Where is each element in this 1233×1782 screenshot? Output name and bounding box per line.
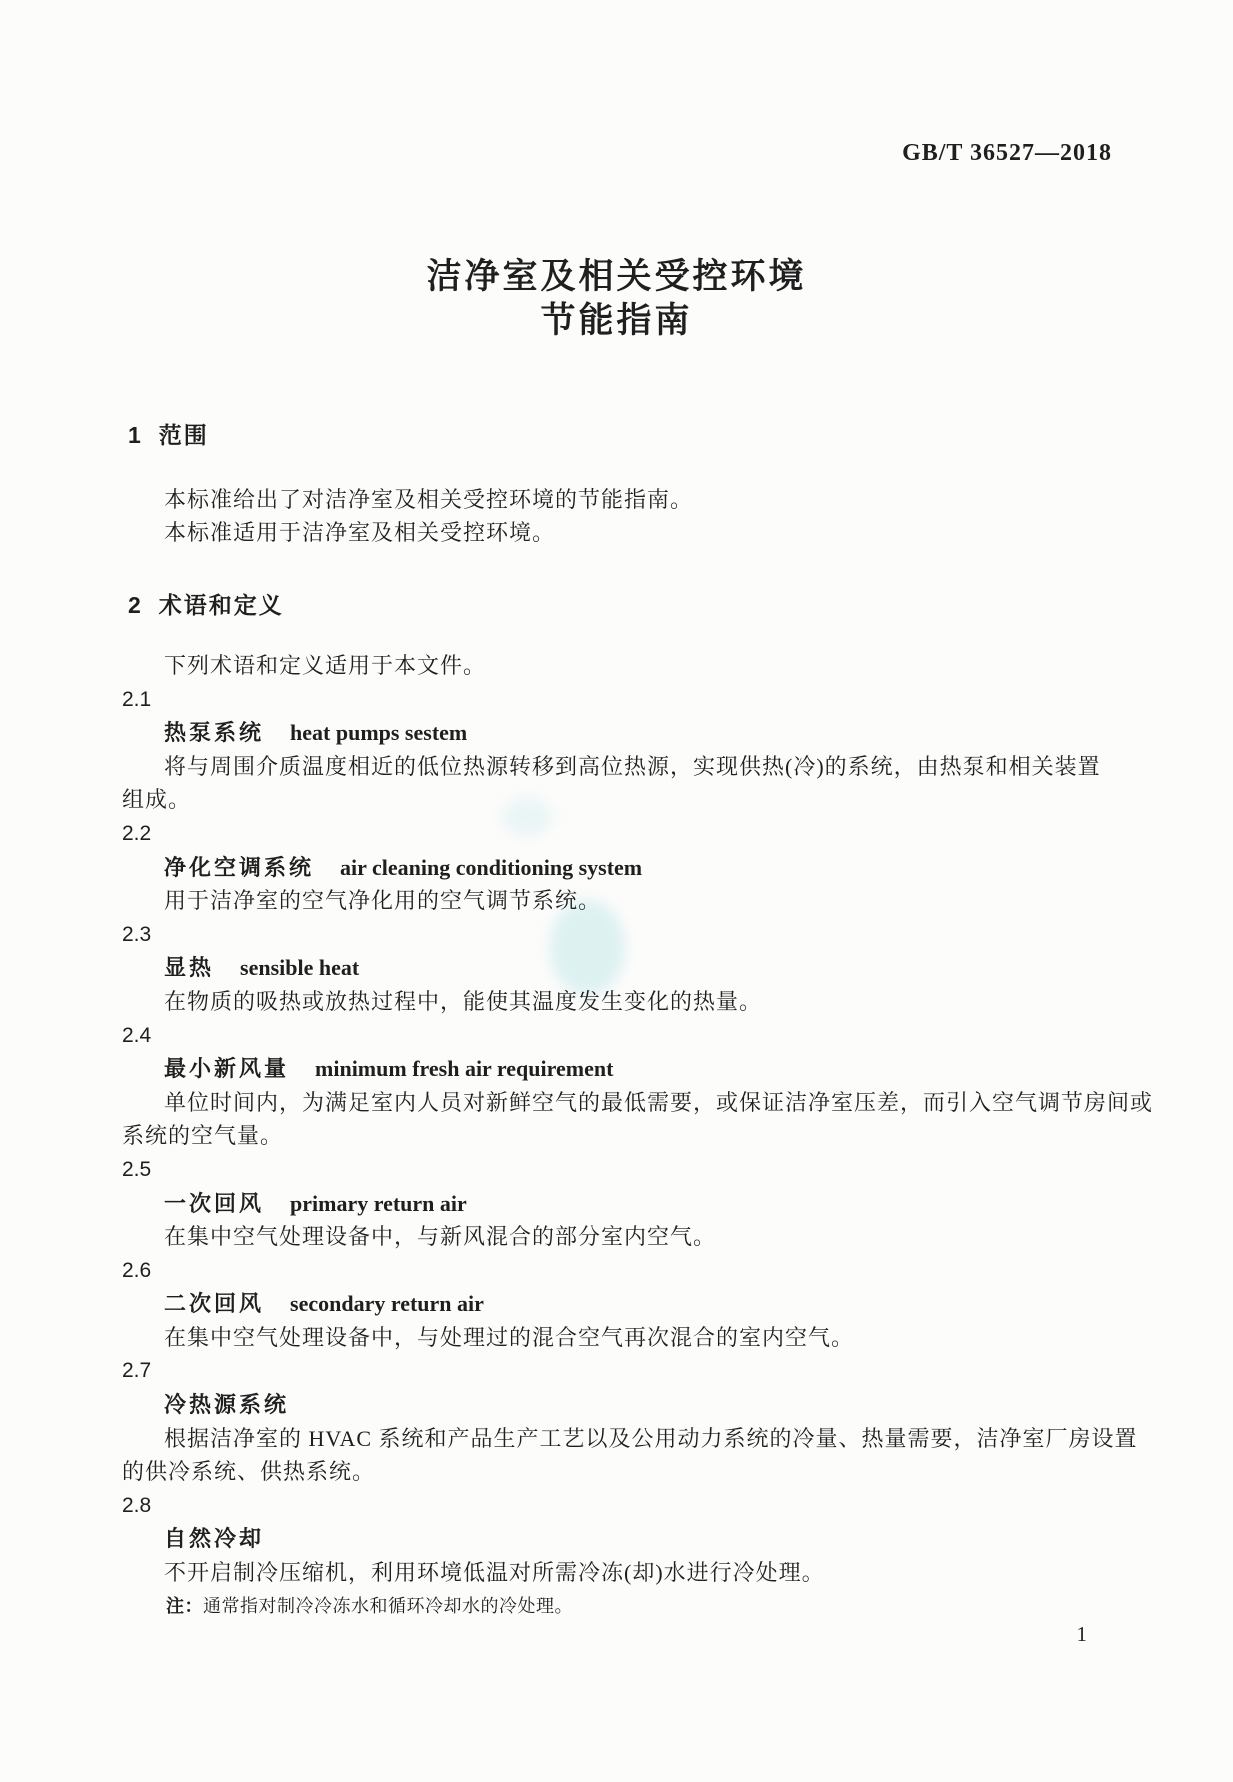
term-name-en: air cleaning conditioning system [340, 854, 643, 880]
standard-number: GB/T 36527—2018 [902, 140, 1112, 166]
term-note [122, 1590, 1122, 1624]
section-1-title: 范围 [158, 422, 209, 448]
term-number: 2.7 [122, 1359, 152, 1383]
section-2-number: 2 [128, 592, 141, 618]
term-name [122, 716, 1122, 750]
title-line-2: 节能指南 [540, 301, 693, 340]
terms-block [122, 649, 1154, 1623]
section-1-heading [128, 417, 209, 450]
term-name-en: minimum fresh air requirement [315, 1056, 614, 1082]
definition-line: 根据洁净室的 HVAC 系统和产品生产工艺以及公用动力系统的冷量、热量需要，洁净室厂房设置 [164, 1425, 1138, 1451]
term-name-zh: 最小新风量 [164, 1056, 290, 1082]
term-name-zh: 一次回风 [164, 1190, 265, 1216]
term-name-en: sensible heat [240, 955, 360, 981]
term-name-zh: 冷热源系统 [164, 1392, 290, 1418]
note-text: 通常指对制冷冷冻水和循环冷却水的冷处理。 [203, 1595, 573, 1616]
title-line-1: 洁净室及相关受控环境 [426, 257, 807, 296]
page-number: 1 [1076, 1622, 1087, 1646]
term-name [122, 1187, 1122, 1221]
definition-line: 的供冷系统、供热系统。 [122, 1459, 376, 1485]
term-name-zh: 自然冷却 [164, 1526, 265, 1552]
term-name [122, 1052, 1122, 1086]
paragraph-line: 本标准给出了对洁净室及相关受控环境的节能指南。 [164, 487, 694, 512]
section-2-heading [128, 587, 284, 620]
section-1-body [122, 483, 1122, 549]
definition-line: 系统的空气量。 [122, 1123, 284, 1149]
term-name-en: heat pumps sestem [290, 720, 468, 746]
term-name-zh: 净化空调系统 [164, 854, 315, 880]
definition-line: 组成。 [122, 787, 192, 813]
definition-line: 在集中空气处理设备中，与处理过的混合空气再次混合的室内空气。 [164, 1324, 855, 1350]
note-label: 注： [166, 1595, 203, 1616]
term-number: 2.5 [122, 1157, 152, 1181]
term-number: 2.6 [122, 1258, 152, 1282]
definition-line: 不开启制冷压缩机，利用环境低温对所需冷冻(却)水进行冷处理。 [164, 1560, 825, 1586]
section-2-title: 术语和定义 [158, 592, 284, 618]
term-number: 2.3 [122, 922, 152, 946]
term-name [122, 951, 1122, 985]
term-name-zh: 热泵系统 [164, 720, 265, 746]
term-number: 2.4 [122, 1023, 152, 1047]
definition-line: 在集中空气处理设备中，与新风混合的部分室内空气。 [164, 1224, 717, 1250]
term-name [122, 1388, 1122, 1422]
definition-line: 在物质的吸热或放热过程中，能使其温度发生变化的热量。 [164, 988, 763, 1014]
term-name-zh: 显热 [164, 955, 215, 981]
term-number: 2.1 [122, 687, 152, 711]
document-title [0, 255, 1233, 343]
term-name [122, 1287, 1122, 1321]
definition-line: 将与周围介质温度相近的低位热源转移到高位热源，实现供热(冷)的系统，由热泵和相关装置 [164, 753, 1101, 779]
section-2-intro: 下列术语和定义适用于本文件。 [164, 653, 487, 678]
term-name-en: secondary return air [290, 1291, 484, 1317]
definition-line: 用于洁净室的空气净化用的空气调节系统。 [164, 888, 602, 914]
paragraph-line: 本标准适用于洁净室及相关受控环境。 [164, 520, 556, 545]
term-name [122, 851, 1122, 885]
definition-line: 单位时间内，为满足室内人员对新鲜空气的最低需要，或保证洁净室压差，而引入空气调节房间或 [164, 1089, 1154, 1115]
section-1-number: 1 [128, 422, 141, 448]
term-name-zh: 二次回风 [164, 1291, 265, 1317]
term-number: 2.8 [122, 1493, 152, 1517]
term-name-en: primary return air [290, 1190, 467, 1216]
term-number: 2.2 [122, 821, 152, 845]
term-name [122, 1522, 1122, 1556]
